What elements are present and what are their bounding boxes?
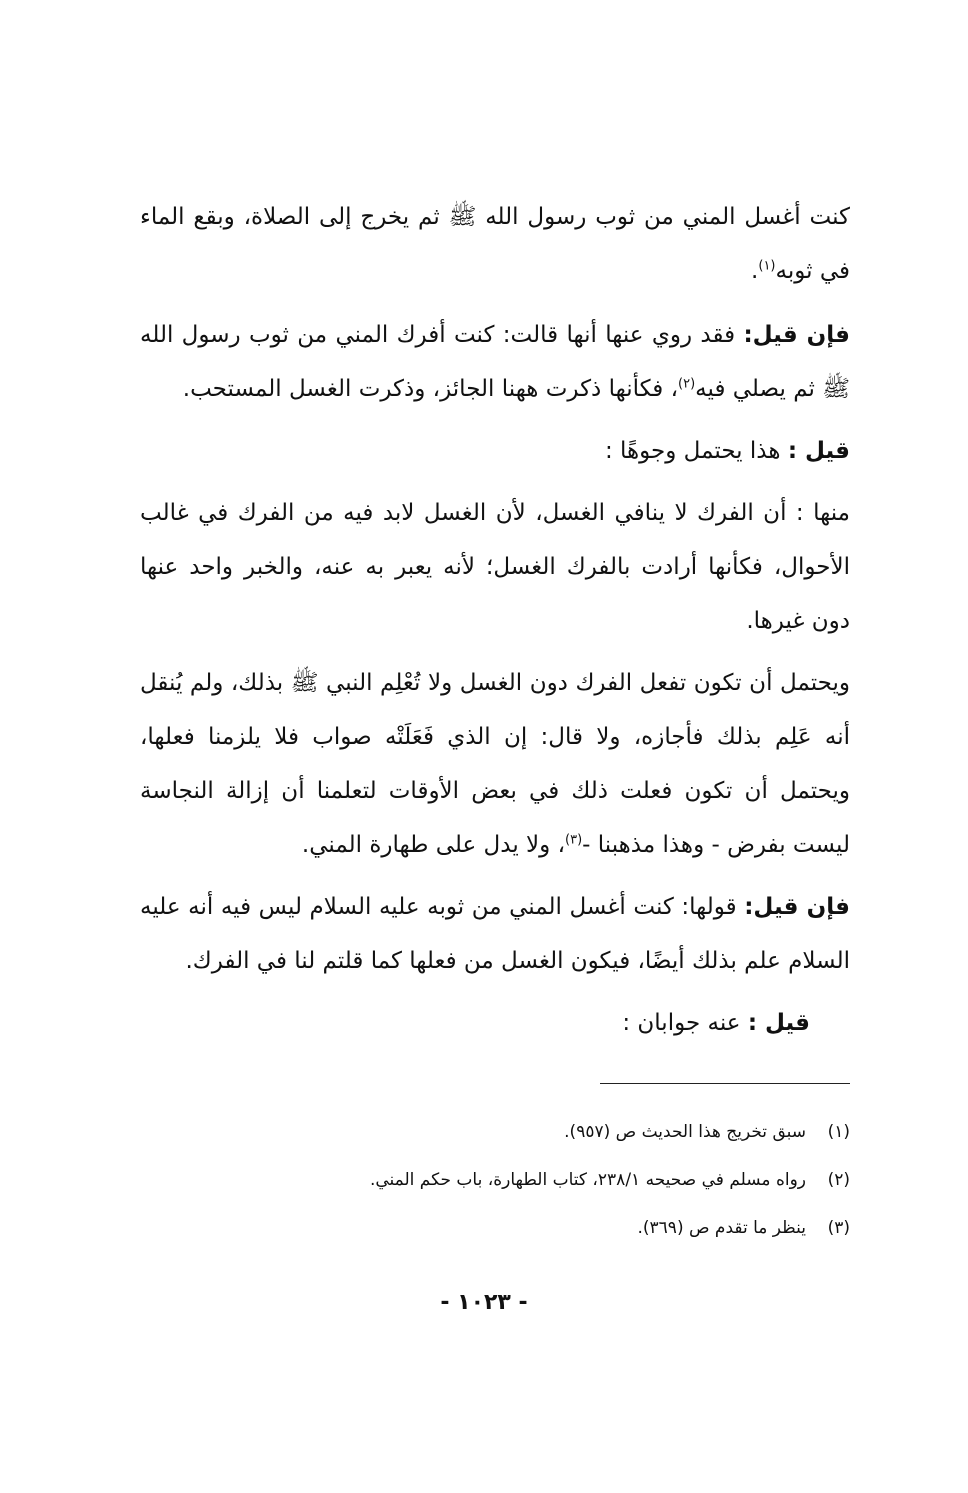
footnote-3-text: ينظر ما تقدم ص (٣٦٩). [637,1218,806,1238]
footnote-3-number: (٣) [827,1218,850,1238]
footnote-ref-1: (١) [758,258,776,274]
paragraph-2 [140,308,850,416]
main-text [140,190,850,1058]
paragraph-2-text-a: فقد روي عنها أنها قالت: كنت أفرك المني من ثوب رسول الله ﷺ ثم يصلي فيه [140,322,850,402]
footnote-ref-3: (٣) [565,832,583,848]
footnote-2 [260,1156,850,1204]
paragraph-6 [140,880,850,988]
paragraph-5-text-a: ويحتمل أن تكون تفعل الفرك دون الغسل ولا تُعْلِم النبي ﷺ بذلك، ولم يُنقل أنه عَلِم بذلك فأجازه، ولا قال: إن الذي فَعَلَتْه صواب فلا يلزمنا فعلها، ويحتمل أن تكون فعلت ذلك في بعض الأوقات لتعلمنا أن إزالة النجاسة ليست بفرض - وهذا مذهبنا - [140,670,850,858]
paragraph-5 [140,656,850,872]
paragraph-3-text: هذا يحتمل وجوهًا : [604,438,788,464]
footnote-1-text: سبق تخريج هذا الحديث ص (٩٥٧). [564,1122,806,1142]
page-number: - ١٠٢٣ - [440,1290,528,1315]
paragraph-3 [140,424,850,478]
paragraph-3-lead: قيل : [787,438,850,464]
paragraph-2-lead: فإن قيل: [743,322,850,348]
footnote-separator [600,1083,850,1084]
paragraph-4-text: منها : أن الفرك لا ينافي الغسل، لأن الغسل لابد فيه من الفرك في غالب الأحوال، فكأنها أرادت بالفرك الغسل؛ لأنه يعبر به عنه، والخبر واحد عنها دون غيرها. [140,500,850,634]
paragraph-7-text: عنه جوابان : [622,1010,748,1036]
footnotes [260,1108,850,1252]
paragraph-7-lead: قيل : [747,1010,810,1036]
footnote-ref-2: (٢) [678,376,696,392]
footnote-2-text: رواه مسلم في صحيحه ٢٣٨/١، كتاب الطهارة، باب حكم المني. [369,1170,806,1190]
footnote-1-number: (١) [827,1122,850,1142]
footnote-3 [260,1204,850,1252]
paragraph-6-text: قولها: كنت أغسل المني من ثوبه عليه السلام ليس فيه أنه عليه السلام علم بذلك أيضًا، فيكون الغسل من فعلها كما قلتم لنا في الفرك. [140,894,850,974]
paragraph-6-lead: فإن قيل: [744,894,850,920]
paragraph-1-text: كنت أغسل المني من ثوب رسول الله ﷺ ثم يخرج إلى الصلاة، وبقع الماء في ثوبه [140,204,850,284]
paragraph-4 [140,486,850,648]
footnote-1 [260,1108,850,1156]
paragraph-7 [140,996,850,1050]
paragraph-1 [140,190,850,298]
footnote-2-number: (٢) [827,1170,850,1190]
paragraph-2-text-b: ، فكأنها ذكرت ههنا الجائز، وذكرت الغسل المستحب. [182,376,679,402]
paragraph-1-tail: . [751,258,759,284]
paragraph-5-text-b: ، ولا يدل على طهارة المني. [301,832,565,858]
